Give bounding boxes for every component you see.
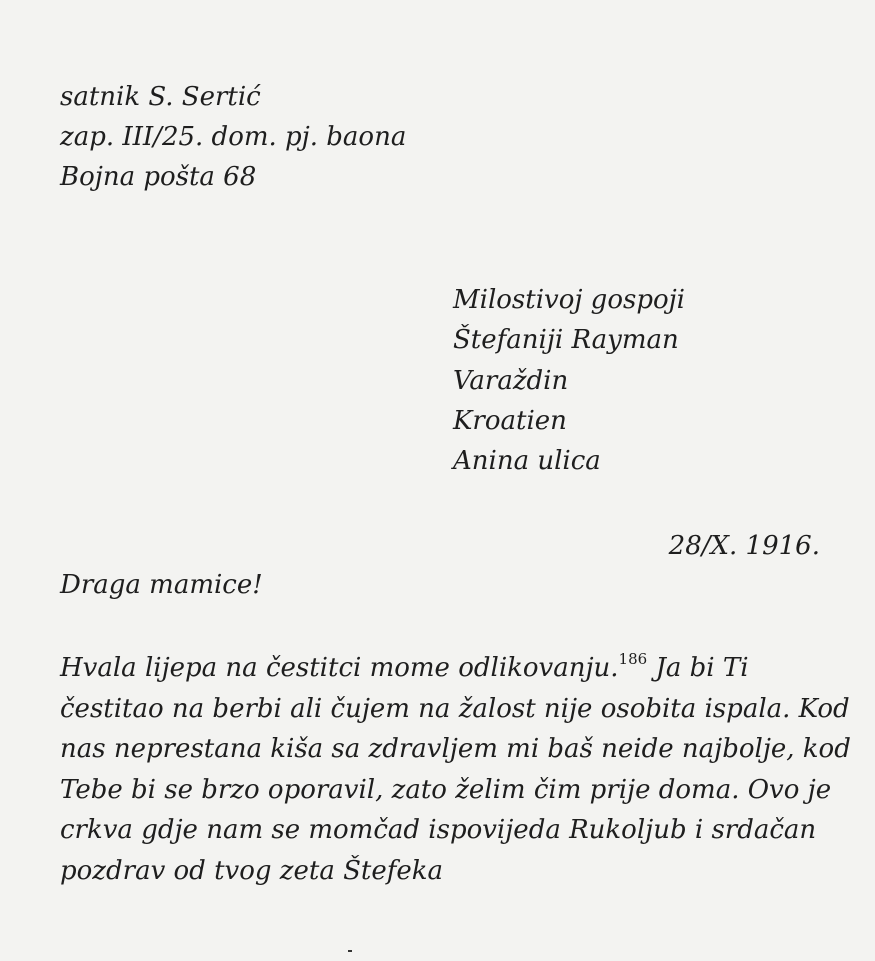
letter-body xyxy=(60,648,850,891)
recipient-name: Štefaniji Rayman xyxy=(453,325,679,355)
body-line-6: pozdrav od tvog zeta Štefeka xyxy=(60,855,443,886)
body-line-2: čestitao na berbi ali čujem na žalost nije osobita ispala. Kod xyxy=(60,693,850,724)
body-line-1 xyxy=(60,648,850,689)
body-line-3: nas neprestana kiša sa zdravljem mi baš neide najbolje, kod xyxy=(60,734,851,764)
greeting: Draga mamice! xyxy=(60,570,263,600)
recipient-salutation: Milostivoj gospoji xyxy=(453,285,685,315)
body-line-1-tail: Ja bi Ti xyxy=(647,653,749,683)
letter-date: 28/X. 1916. xyxy=(668,531,820,561)
recipient-city: Varaždin xyxy=(453,366,569,396)
sender-post: Bojna pošta 68 xyxy=(60,162,257,192)
body-line-5: crkva gdje nam se momčad ispovijeda Rukoljub i srdačan xyxy=(60,815,817,845)
body-line-1-text: Hvala lijepa na čestitci mome odlikovanju. xyxy=(60,653,619,683)
recipient-country: Kroatien xyxy=(453,406,567,436)
recipient-street: Anina ulica xyxy=(453,446,601,476)
body-line-4: Tebe bi se brzo oporavil, zato želim čim prije doma. Ovo je xyxy=(60,774,832,805)
sender-unit: zap. III/25. dom. pj. baona xyxy=(60,122,407,152)
page-mark xyxy=(348,950,352,952)
sender-name: satnik S. Sertić xyxy=(60,82,261,112)
footnote-reference: 186 xyxy=(618,650,648,668)
